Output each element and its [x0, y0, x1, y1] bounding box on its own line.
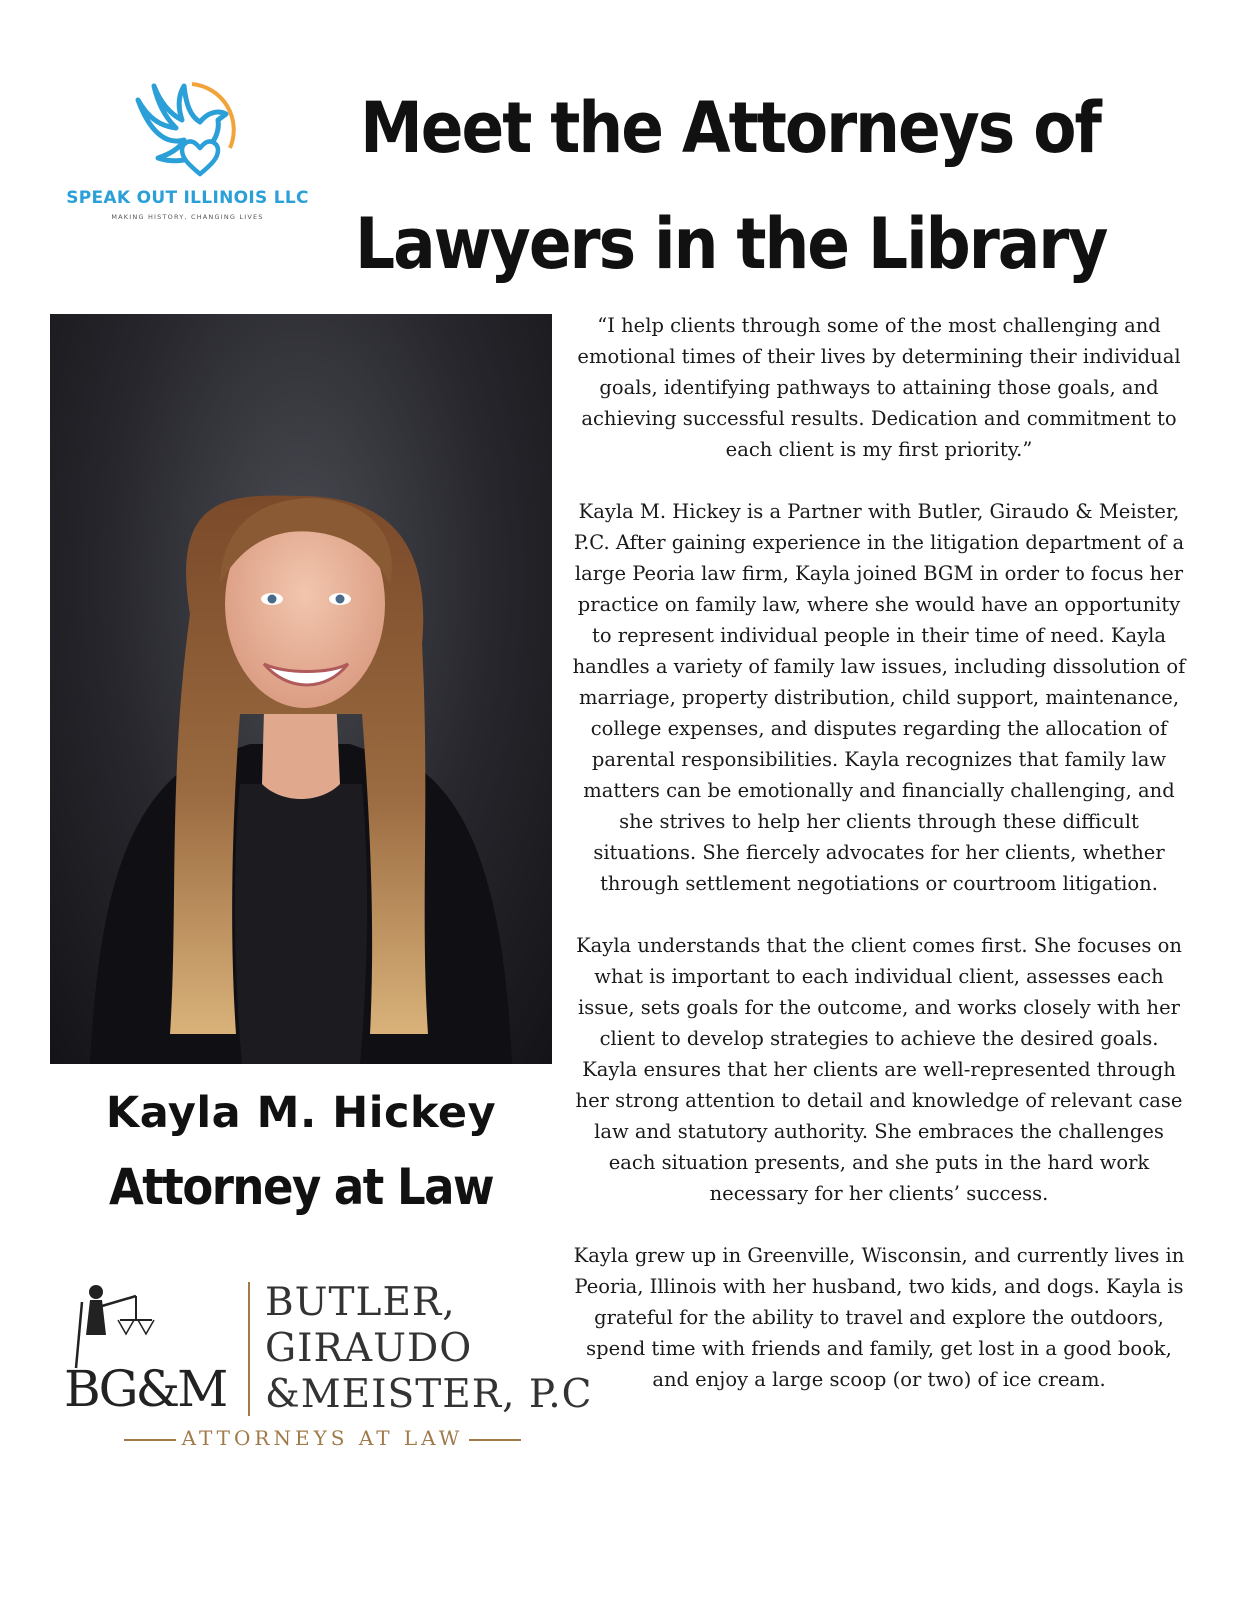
brand-tagline: MAKING HISTORY, CHANGING LIVES	[111, 213, 264, 221]
bio-paragraph-3: Kayla grew up in Greenville, Wisconsin, and currently lives in Peoria, Illinois with her husband, two kids, and dogs. Kayla is grateful for the ability to travel and explore the outdoors, spend time with friends and family, get lost in a good book, and enjoy a large scoop (or two) of ice cream.	[573, 1244, 1185, 1391]
attorney-portrait	[50, 314, 552, 1064]
attorney-name: Kayla M. Hickey	[105, 1088, 497, 1138]
attorney-bio	[572, 310, 1186, 1426]
title-line-2: Lawyers in the Library	[355, 203, 1107, 285]
brand-name: SPEAK OUT ILLINOIS LLC	[66, 188, 309, 208]
dove-heart-icon	[130, 78, 240, 186]
firm-divider	[248, 1282, 250, 1416]
bio-paragraph-2: Kayla understands that the client comes first. She focuses on what is important to each individual client, assesses each issue, sets goals for the outcome, and works closely with her client to develop strategies to achieve the desired goals. Kayla ensures that her clients are well-represented through her strong attention to detail and knowledge of relevant case law and statutory authority. She embraces the challenges each situation presents, and she puts in the hard work necessary for her clients’ success.	[575, 934, 1183, 1205]
attorney-role: Attorney at Law	[108, 1158, 494, 1216]
title-line-1: Meet the Attorneys of	[360, 87, 1100, 169]
lady-justice-icon	[66, 1280, 161, 1370]
firm-name-line-2: GIRAUDO	[265, 1326, 473, 1371]
firm-name-line-3: &MEISTER, P.C	[265, 1372, 593, 1417]
page-title	[355, 70, 1105, 302]
bio-paragraph-1: Kayla M. Hickey is a Partner with Butler, Giraudo & Meister, P.C. After gaining experience in the litigation department of a large Peoria law firm, Kayla joined BGM in order to focus her practice on family law, where she would have an opportunity to represent individual people in their time of need. Kayla handles a variety of family law issues, including dissolution of marriage, property distribution, child support, maintenance, college expenses, and disputes regarding the allocation of parental responsibilities. Kayla recognizes that family law matters can be emotionally and financially challenging, and she strives to help her clients through these difficult situations. She fiercely advocates for her clients, whether through settlement negotiations or courtroom litigation.	[572, 500, 1186, 895]
firm-logo	[60, 1280, 593, 1460]
firm-tagline: ATTORNEYS AT LAW	[90, 1426, 555, 1450]
bio-quote: “I help clients through some of the most challenging and emotional times of their lives by determining their individual goals, identifying pathways to attaining those goals, and achieving successful results. Dedication and commitment to each client is my first priority.”	[577, 314, 1181, 461]
firm-monogram: BG&M	[64, 1360, 226, 1418]
speak-out-illinois-logo	[60, 70, 315, 230]
firm-name-line-1: BUTLER,	[265, 1280, 456, 1325]
